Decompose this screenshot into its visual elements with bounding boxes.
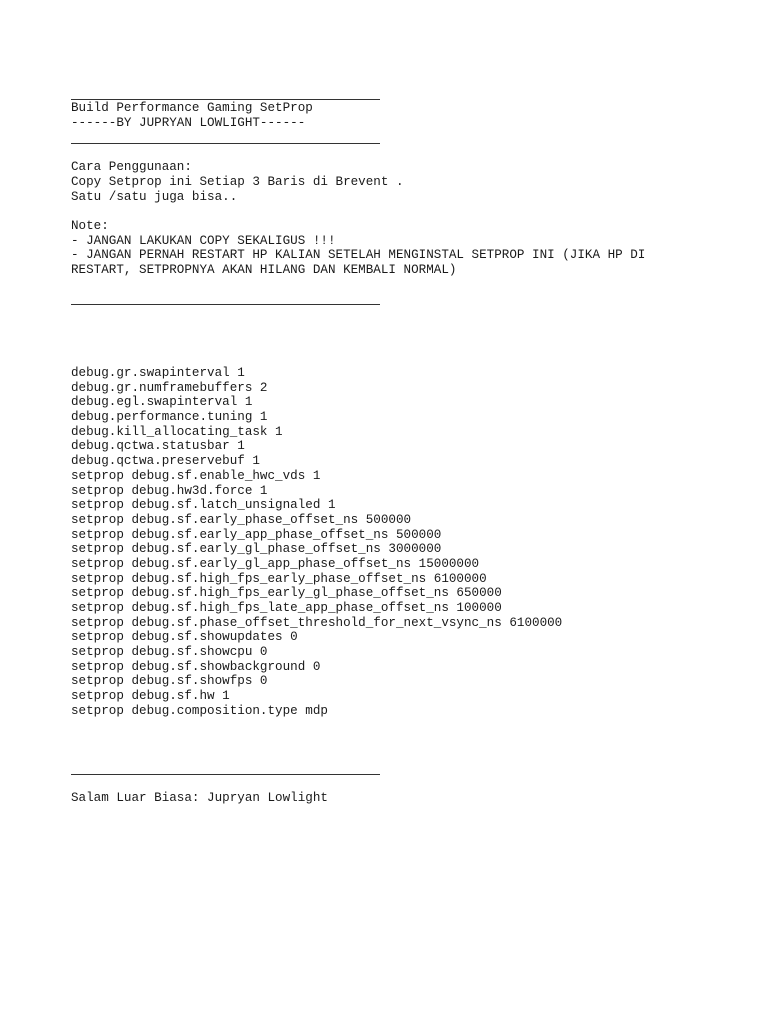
divider-notes-bottom	[71, 304, 380, 305]
prop-line: setprop debug.sf.hw 1	[71, 689, 230, 704]
prop-line: setprop debug.sf.early_phase_offset_ns 500000	[71, 512, 412, 527]
divider-footer	[71, 774, 380, 775]
prop-line: debug.egl.swapinterval 1	[71, 395, 253, 410]
note-item-2-line-2: RESTART, SETPROPNYA AKAN HILANG DAN KEMBALI NORMAL)	[71, 263, 457, 277]
author-byline: ------BY JUPRYAN LOWLIGHT------	[71, 116, 306, 130]
prop-line: debug.kill_allocating_task 1	[71, 424, 283, 439]
prop-line: debug.performance.tuning 1	[71, 410, 268, 425]
prop-line: debug.qctwa.statusbar 1	[71, 439, 245, 454]
prop-line: setprop debug.sf.phase_offset_threshold_for_next_vsync_ns 6100000	[71, 615, 563, 630]
prop-line: setprop debug.sf.high_fps_early_gl_phase_offset_ns 650000	[71, 586, 502, 601]
prop-line: setprop debug.sf.high_fps_late_app_phase_offset_ns 100000	[71, 601, 502, 615]
prop-line: debug.qctwa.preservebuf 1	[71, 454, 260, 469]
prop-line: setprop debug.hw3d.force 1	[71, 483, 268, 498]
note-heading: Note:	[71, 219, 109, 233]
prop-line: debug.gr.swapinterval 1	[71, 366, 245, 380]
prop-line: debug.gr.numframebuffers 2	[71, 380, 268, 395]
usage-line-2: Satu /satu juga bisa..	[71, 190, 238, 204]
note-item-1: - JANGAN LAKUKAN COPY SEKALIGUS !!!	[71, 234, 336, 248]
prop-line: setprop debug.sf.showcpu 0	[71, 645, 268, 660]
setprop-list	[71, 366, 562, 719]
prop-line: setprop debug.sf.latch_unsignaled 1	[71, 498, 336, 513]
usage-heading: Cara Penggunaan:	[71, 160, 192, 174]
prop-line: setprop debug.composition.type mdp	[71, 703, 328, 718]
divider-header-bottom	[71, 143, 380, 144]
divider-top	[71, 99, 380, 100]
prop-line: setprop debug.sf.early_gl_phase_offset_ns 3000000	[71, 542, 442, 557]
prop-line: setprop debug.sf.early_gl_app_phase_offset_ns 15000000	[71, 556, 480, 571]
document-title: Build Performance Gaming SetProp	[71, 101, 313, 115]
prop-line: setprop debug.sf.showfps 0	[71, 674, 268, 689]
prop-line: setprop debug.sf.showupdates 0	[71, 630, 298, 645]
note-item-2-line-1: - JANGAN PERNAH RESTART HP KALIAN SETELAH MENGINSTAL SETPROP INI (JIKA HP DI	[71, 248, 646, 262]
signoff-text: Salam Luar Biasa: Jupryan Lowlight	[71, 791, 328, 805]
prop-line: setprop debug.sf.showbackground 0	[71, 659, 321, 674]
prop-line: setprop debug.sf.enable_hwc_vds 1	[71, 468, 321, 483]
prop-line: setprop debug.sf.high_fps_early_phase_offset_ns 6100000	[71, 571, 487, 586]
usage-line-1: Copy Setprop ini Setiap 3 Baris di Brevent .	[71, 175, 404, 189]
prop-line: setprop debug.sf.early_app_phase_offset_ns 500000	[71, 527, 442, 542]
